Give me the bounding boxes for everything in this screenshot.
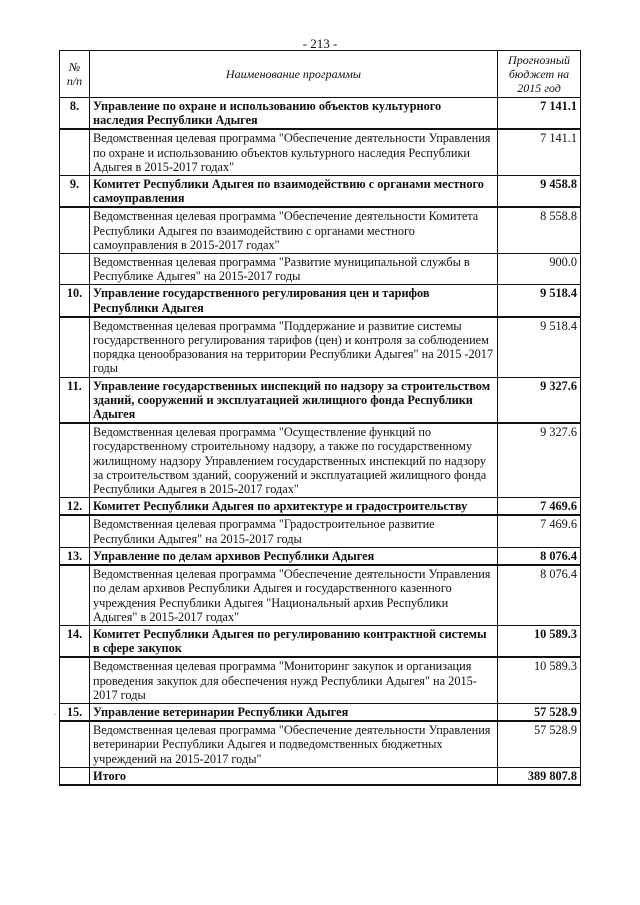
section-org-name: Управление по делам архивов Республики Адыгея bbox=[90, 547, 498, 565]
program-amount: 10 589.3 bbox=[498, 657, 581, 703]
section-total: 8 076.4 bbox=[498, 547, 581, 565]
program-name: Ведомственная целевая программа "Обеспечение деятельности Управления по охране и использованию объектов культурного наследия Республики Адыгея в 2015-2017 годах" bbox=[90, 129, 498, 175]
section-number: 13. bbox=[60, 547, 90, 565]
program-row bbox=[60, 254, 581, 285]
section-total: 9 327.6 bbox=[498, 377, 581, 423]
section-total: 10 589.3 bbox=[498, 625, 581, 657]
margin-mark: · bbox=[53, 710, 57, 721]
section-row bbox=[60, 547, 581, 565]
section-org-name: Комитет Республики Адыгея по взаимодействию с органами местного самоуправления bbox=[90, 176, 498, 208]
program-name: Ведомственная целевая программа "Мониторинг закупок и организация проведения закупок для обеспечения нужд Республики Адыгея" на 2015-2017 годы bbox=[90, 657, 498, 703]
program-amount: 7 141.1 bbox=[498, 129, 581, 175]
section-number: 15. bbox=[60, 703, 90, 721]
program-number-cell bbox=[60, 565, 90, 625]
section-total: 9 458.8 bbox=[498, 176, 581, 208]
section-number: 10. bbox=[60, 285, 90, 317]
section-total: 9 518.4 bbox=[498, 285, 581, 317]
program-amount: 8 558.8 bbox=[498, 207, 581, 253]
column-header-number: № п/п bbox=[60, 51, 90, 98]
program-row bbox=[60, 565, 581, 625]
program-row bbox=[60, 317, 581, 377]
section-org-name: Управление по охране и использованию объектов культурного наследия Республики Адыгея bbox=[90, 98, 498, 130]
program-number-cell bbox=[60, 254, 90, 285]
program-amount: 57 528.9 bbox=[498, 721, 581, 767]
program-row bbox=[60, 207, 581, 253]
program-name: Ведомственная целевая программа "Обеспечение деятельности Комитета Республики Адыгея по взаимодействию с органами местного самоуправления в 2015-2017 годах" bbox=[90, 207, 498, 253]
program-name: Ведомственная целевая программа "Осуществление функций по государственному строительному надзору, а также по государственному жилищному надзору Управлением государственных инспекций по надзору за строительством зданий, сооружений и эксплуатацией жилищного фонда Республики Адыгея в 2015-2017 годах" bbox=[90, 423, 498, 498]
section-total: 57 528.9 bbox=[498, 703, 581, 721]
section-number: 14. bbox=[60, 625, 90, 657]
program-number-cell bbox=[60, 423, 90, 498]
section-row bbox=[60, 498, 581, 516]
section-org-name: Управление государственных инспекций по надзору за строительством зданий, сооружений и эксплуатацией жилищного фонда Республики Адыгея bbox=[90, 377, 498, 423]
section-number: 8. bbox=[60, 98, 90, 130]
section-org-name: Управление государственного регулирования цен и тарифов Республики Адыгея bbox=[90, 285, 498, 317]
section-total: 7 469.6 bbox=[498, 498, 581, 516]
section-row bbox=[60, 98, 581, 130]
program-name: Ведомственная целевая программа "Обеспечение деятельности Управления ветеринарии Республики Адыгея и подведомственных бюджетных учреждений на 2015-2017 годы" bbox=[90, 721, 498, 767]
program-amount: 900.0 bbox=[498, 254, 581, 285]
program-amount: 9 518.4 bbox=[498, 317, 581, 377]
page-number: - 213 - bbox=[302, 36, 338, 51]
section-row bbox=[60, 285, 581, 317]
column-header-name: Наименование программы bbox=[90, 51, 498, 98]
program-number-cell bbox=[60, 207, 90, 253]
program-name: Ведомственная целевая программа "Поддержание и развитие системы государственного регулирования тарифов (цен) и контроля за соблюдением порядка ценообразования на территории Республики Адыгея" на 2015 -2017 годы bbox=[90, 317, 498, 377]
budget-table bbox=[59, 50, 581, 786]
program-amount: 9 327.6 bbox=[498, 423, 581, 498]
section-total: 7 141.1 bbox=[498, 98, 581, 130]
program-number-cell bbox=[60, 515, 90, 547]
section-row bbox=[60, 176, 581, 208]
section-number: 11. bbox=[60, 377, 90, 423]
column-header-budget: Прогнозный бюджет на 2015 год bbox=[498, 51, 581, 98]
program-number-cell bbox=[60, 317, 90, 377]
program-amount: 7 469.6 bbox=[498, 515, 581, 547]
program-row bbox=[60, 423, 581, 498]
section-org-name: Комитет Республики Адыгея по архитектуре и градостроительству bbox=[90, 498, 498, 516]
program-row bbox=[60, 657, 581, 703]
program-name: Ведомственная целевая программа "Обеспечение деятельности Управления по делам архивов Республики Адыгея и государственного казенного учреждения Республики Адыгея "Национальный архив Республики Адыгея" в 2015-2017 годах" bbox=[90, 565, 498, 625]
section-number: 9. bbox=[60, 176, 90, 208]
program-amount: 8 076.4 bbox=[498, 565, 581, 625]
total-number-cell bbox=[60, 767, 90, 785]
table-header-row bbox=[60, 51, 581, 98]
program-row bbox=[60, 721, 581, 767]
program-row bbox=[60, 515, 581, 547]
section-row bbox=[60, 703, 581, 721]
section-org-name: Комитет Республики Адыгея по регулированию контрактной системы в сфере закупок bbox=[90, 625, 498, 657]
total-row bbox=[60, 767, 581, 785]
section-row bbox=[60, 377, 581, 423]
section-org-name: Управление ветеринарии Республики Адыгея bbox=[90, 703, 498, 721]
program-row bbox=[60, 129, 581, 175]
table-body bbox=[60, 98, 581, 785]
total-label: Итого bbox=[90, 767, 498, 785]
program-number-cell bbox=[60, 657, 90, 703]
section-row bbox=[60, 625, 581, 657]
total-amount: 389 807.8 bbox=[498, 767, 581, 785]
program-number-cell bbox=[60, 129, 90, 175]
program-name: Ведомственная целевая программа "Развитие муниципальной службы в Республике Адыгея" на 2015-2017 годы bbox=[90, 254, 498, 285]
program-number-cell bbox=[60, 721, 90, 767]
program-name: Ведомственная целевая программа "Градостроительное развитие Республики Адыгея" на 2015-2017 годы bbox=[90, 515, 498, 547]
section-number: 12. bbox=[60, 498, 90, 516]
